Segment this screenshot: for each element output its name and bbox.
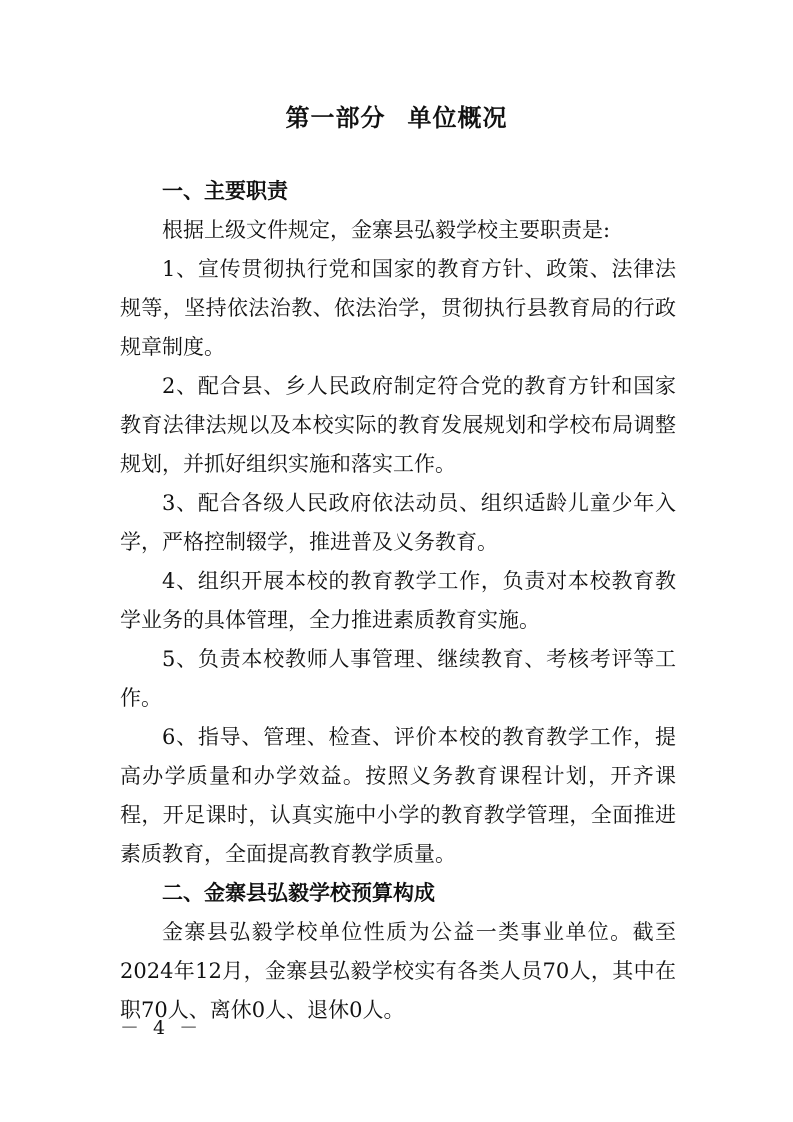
paragraph-duty-2: 2、配合县、乡人民政府制定符合党的教育方针和国家教育法律法规以及本校实际的教育发展规划和学校布局调整规划，并抓好组织实施和落实工作。 <box>120 374 676 476</box>
section-heading-budget: 二、金寨县弘毅学校预算构成 <box>162 881 435 905</box>
paragraph-duty-5: 5、负责本校教师人事管理、继续教育、考核考评等工作。 <box>120 647 676 710</box>
page-title-part: 第一部分 <box>285 104 386 132</box>
section-heading-duties: 一、主要职责 <box>162 179 288 203</box>
paragraph-duty-4: 4、组织开展本校的教育教学工作，负责对本校教育教学业务的具体管理，全力推进素质教育实施。 <box>120 569 676 632</box>
document-body <box>120 172 676 1030</box>
paragraph-duty-3: 3、配合各级人民政府依法动员、组织适龄儿童少年入学，严格控制辍学，推进普及义务教育。 <box>120 491 676 554</box>
page-title-section: 单位概况 <box>407 104 508 132</box>
paragraph-intro: 根据上级文件规定，金寨县弘毅学校主要职责是: <box>162 218 611 242</box>
page-title <box>0 100 793 136</box>
page-number: － 4 － <box>120 1017 203 1039</box>
paragraph-duty-6: 6、指导、管理、检查、评价本校的教育教学工作，提高办学质量和办学效益。按照义务教育课程计划，开齐课程，开足课时，认真实施中小学的教育教学管理，全面推进素质教育，全面提高教育教学质量。 <box>120 725 676 866</box>
paragraph-duty-1: 1、宣传贯彻执行党和国家的教育方针、政策、法律法规等，坚持依法治教、依法治学，贯彻执行县教育局的行政规章制度。 <box>120 257 676 359</box>
paragraph-budget: 金寨县弘毅学校单位性质为公益一类事业单位。截至2024年12月，金寨县弘毅学校实有各类人员70人，其中在职70人、离休0人、退休0人。 <box>120 920 676 1022</box>
